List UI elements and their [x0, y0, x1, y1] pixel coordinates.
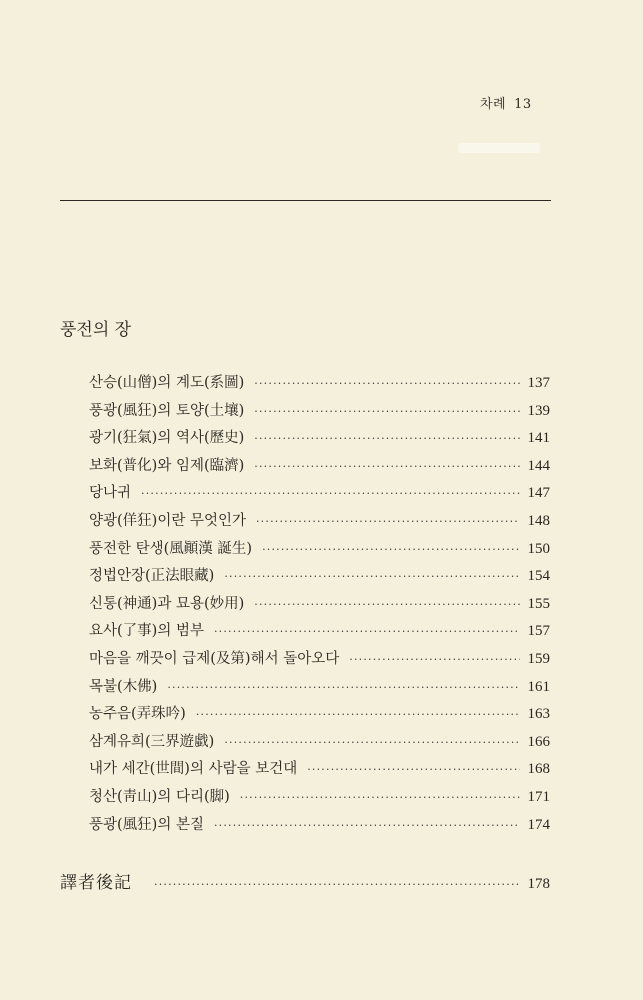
- toc-entry-label: 광기(狂氣)의 역사(歷史): [89, 430, 245, 447]
- running-head-page-number: 13: [514, 97, 532, 112]
- dot-leader: [196, 708, 520, 721]
- toc-entry[interactable]: [89, 675, 550, 703]
- toc-entry[interactable]: [89, 785, 550, 813]
- dot-leader: [254, 460, 520, 473]
- toc-entry[interactable]: [89, 757, 550, 785]
- toc-entry-label: 삼계유희(三界遊戱): [89, 733, 215, 750]
- toc-entry-label: 농주음(弄珠吟): [89, 706, 186, 723]
- toc-entry[interactable]: [89, 564, 550, 592]
- toc-page-number: 168: [527, 761, 550, 778]
- toc-entry-label: 마음을 깨끗이 급제(及第)해서 돌아오다: [89, 650, 340, 667]
- dot-leader: [256, 515, 520, 528]
- toc-page-number: 159: [527, 650, 550, 667]
- toc-entry-label: 당나귀: [89, 485, 132, 502]
- toc-entry[interactable]: [89, 509, 550, 537]
- toc-page-number: 154: [527, 568, 550, 585]
- section-title: 풍전의 장: [60, 320, 132, 340]
- toc-entry[interactable]: [89, 592, 550, 620]
- dot-leader: [154, 878, 520, 891]
- toc-entry[interactable]: [89, 399, 550, 427]
- dot-leader: [141, 487, 520, 500]
- toc-entry-label: 신통(神通)과 묘용(妙用): [89, 595, 245, 612]
- toc-page-number: 141: [527, 430, 550, 447]
- toc-entry-label: 내가 세간(世間)의 사람을 보건대: [89, 761, 298, 778]
- toc-page-number: 150: [527, 540, 550, 557]
- dot-leader: [224, 736, 520, 749]
- afterword-entry[interactable]: [60, 868, 550, 893]
- toc-page-number: 139: [527, 402, 550, 419]
- dot-leader: [240, 791, 520, 804]
- toc-page-number: 163: [527, 706, 550, 723]
- toc-entry[interactable]: [89, 454, 550, 482]
- toc-entry-label: 譯者後記: [60, 873, 132, 893]
- dot-leader: [167, 681, 520, 694]
- toc-page-number: 155: [527, 595, 550, 612]
- toc-entry[interactable]: [89, 481, 550, 509]
- toc-page-number: 147: [527, 485, 550, 502]
- dot-leader: [254, 377, 520, 390]
- toc-entry[interactable]: [89, 619, 550, 647]
- dot-leader: [214, 819, 520, 832]
- toc-entry-label: 풍광(風狂)의 토양(土壤): [89, 402, 245, 419]
- toc-page-number: 174: [527, 816, 550, 833]
- toc-entry-label: 정법안장(正法眼藏): [89, 568, 215, 585]
- toc-entry-label: 양광(佯狂)이란 무엇인가: [89, 512, 246, 529]
- dot-leader: [214, 625, 520, 638]
- dot-leader: [254, 432, 520, 445]
- toc-page-number: 144: [527, 457, 550, 474]
- running-head: [480, 93, 532, 112]
- toc-page-number: 161: [527, 678, 550, 695]
- toc-page-number: 166: [527, 733, 550, 750]
- dot-leader: [349, 653, 520, 666]
- toc-entry[interactable]: [89, 702, 550, 730]
- faint-mark: [458, 143, 540, 153]
- toc-entry-label: 청산(靑山)의 다리(脚): [89, 788, 230, 805]
- toc-entry[interactable]: [89, 426, 550, 454]
- toc-entry-label: 목불(木佛): [89, 678, 158, 695]
- toc-entry-label: 풍광(風狂)의 본질: [89, 816, 204, 833]
- toc-entry-label: 산승(山僧)의 계도(系圖): [89, 375, 245, 391]
- toc-page-number: 148: [527, 512, 550, 529]
- running-head-title: 차례: [480, 97, 507, 112]
- toc-page-number: 137: [527, 375, 550, 391]
- toc-entry[interactable]: [89, 537, 550, 565]
- toc-page-number: 178: [527, 876, 550, 892]
- toc-entry-label: 풍전한 탄생(風顚漢 誕生): [89, 540, 253, 557]
- dot-leader: [254, 598, 520, 611]
- toc-page-number: 171: [527, 788, 550, 805]
- toc-list: [89, 371, 550, 840]
- toc-entry-label: 요사(了事)의 범부: [89, 623, 204, 640]
- toc-entry-label: 보화(普化)와 임제(臨濟): [89, 457, 245, 474]
- horizontal-rule: [60, 200, 551, 201]
- dot-leader: [224, 570, 520, 583]
- dot-leader: [254, 405, 520, 418]
- toc-entry[interactable]: [89, 813, 550, 841]
- toc-entry[interactable]: [89, 730, 550, 758]
- dot-leader: [307, 763, 520, 776]
- dot-leader: [262, 543, 520, 556]
- toc-entry[interactable]: [89, 647, 550, 675]
- toc-page-number: 157: [527, 623, 550, 640]
- toc-entry[interactable]: [89, 371, 550, 399]
